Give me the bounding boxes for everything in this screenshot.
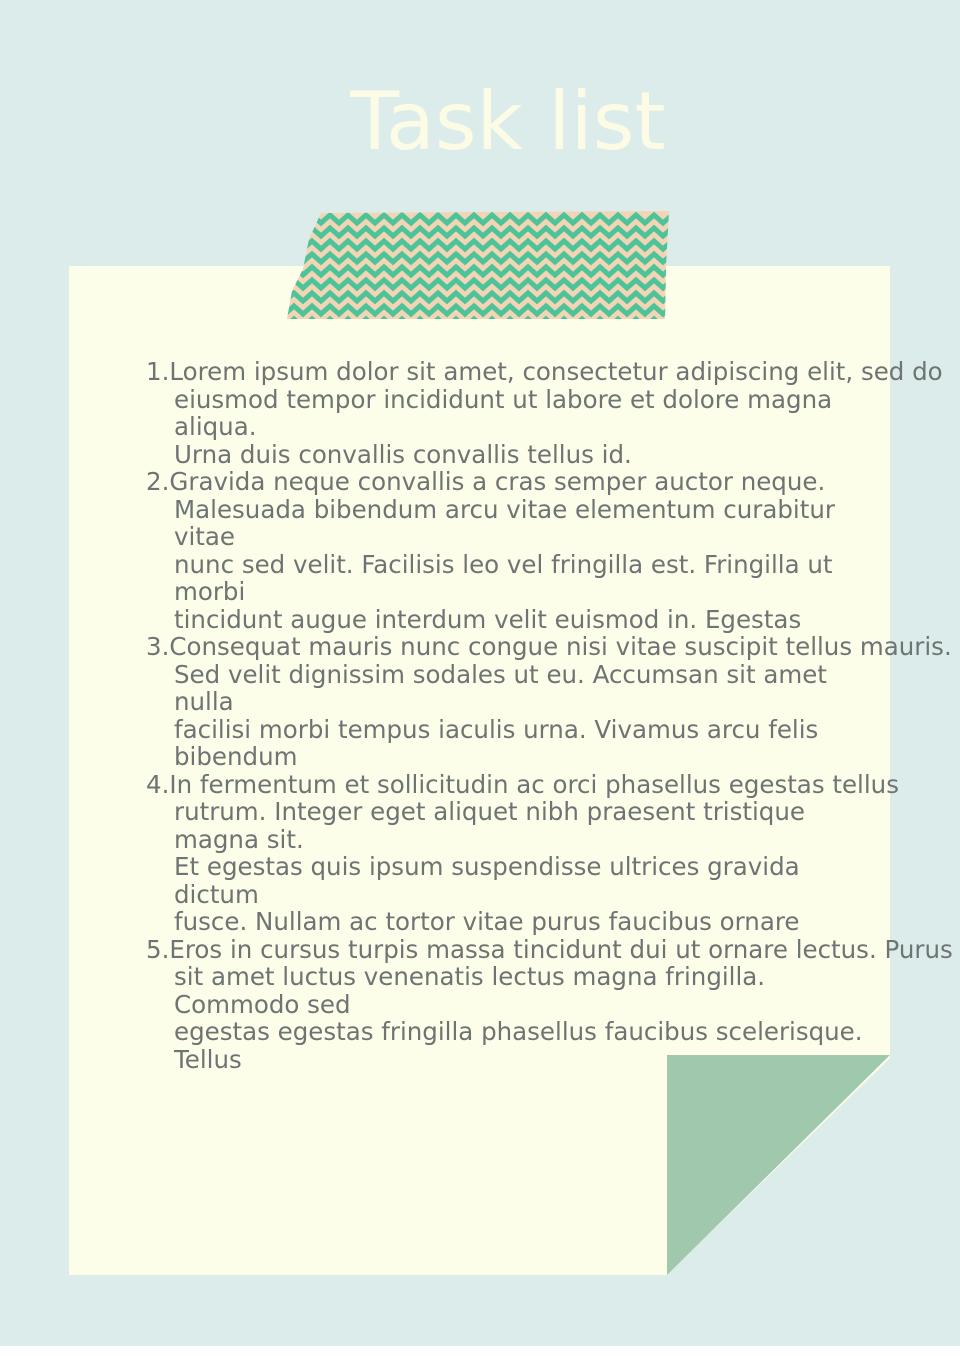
task-number: 2. [146, 467, 170, 496]
task-text: Consequat mauris nunc congue nisi vitae suscipit tellus mauris. [169, 632, 952, 661]
task-text: Eros in cursus turpis massa tincidunt dui ut ornare lectus. Purus [169, 934, 953, 964]
task-first-line [146, 934, 953, 964]
task-text: Urna duis convallis convallis tellus id. [174, 439, 632, 469]
task-text: Gravida neque convallis a cras semper auctor neque. [169, 467, 826, 496]
task-first-line [146, 357, 943, 386]
task-text: tincidunt augue interdum velit euismod in. Egestas [174, 604, 802, 634]
task-item-1 [146, 357, 943, 469]
task-text: nunc sed velit. Facilisis leo vel fringilla est. Fringilla ut morbi [174, 549, 833, 606]
task-first-line [146, 468, 866, 496]
task-first-line [146, 632, 952, 661]
task-number: 4. [146, 769, 170, 799]
task-text: In fermentum et sollicitudin ac orci phasellus egestas tellus [169, 769, 899, 799]
task-text: fusce. Nullam ac tortor vitae purus faucibus ornare [174, 907, 800, 936]
page-title: Task list [350, 75, 666, 168]
task-item-2 [146, 468, 866, 633]
task-text: Malesuada bibendum arcu vitae elementum curabitur vitae [174, 494, 835, 551]
task-item-3 [146, 632, 952, 771]
washi-tape [287, 211, 669, 319]
task-text: eiusmod tempor incididunt ut labore et dolore magna aliqua. [174, 384, 833, 441]
task-text: rutrum. Integer eget aliquet nibh praesent tristique magna sit. [174, 797, 805, 854]
task-text: egestas egestas fringilla phasellus faucibus scelerisque. Tellus [174, 1017, 863, 1074]
task-text: Lorem ipsum dolor sit amet, consectetur adipiscing elit, sed do [169, 357, 943, 386]
task-number: 1. [146, 357, 170, 386]
task-text: Et egestas quis ipsum suspendisse ultrices gravida dictum [174, 852, 800, 909]
page-curl [667, 1055, 890, 1275]
task-first-line [146, 769, 899, 799]
task-number: 3. [146, 632, 170, 661]
task-text: Sed velit dignissim sodales ut eu. Accumsan sit amet nulla [174, 659, 827, 716]
task-number: 5. [146, 934, 170, 964]
task-item-4 [146, 769, 899, 936]
task-text: facilisi morbi tempus iaculis urna. Vivamus arcu felis bibendum [174, 714, 819, 771]
task-list [146, 357, 953, 1074]
task-text: sit amet luctus venenatis lectus magna fringilla. Commodo sed [174, 962, 766, 1019]
task-item-5 [146, 934, 953, 1074]
